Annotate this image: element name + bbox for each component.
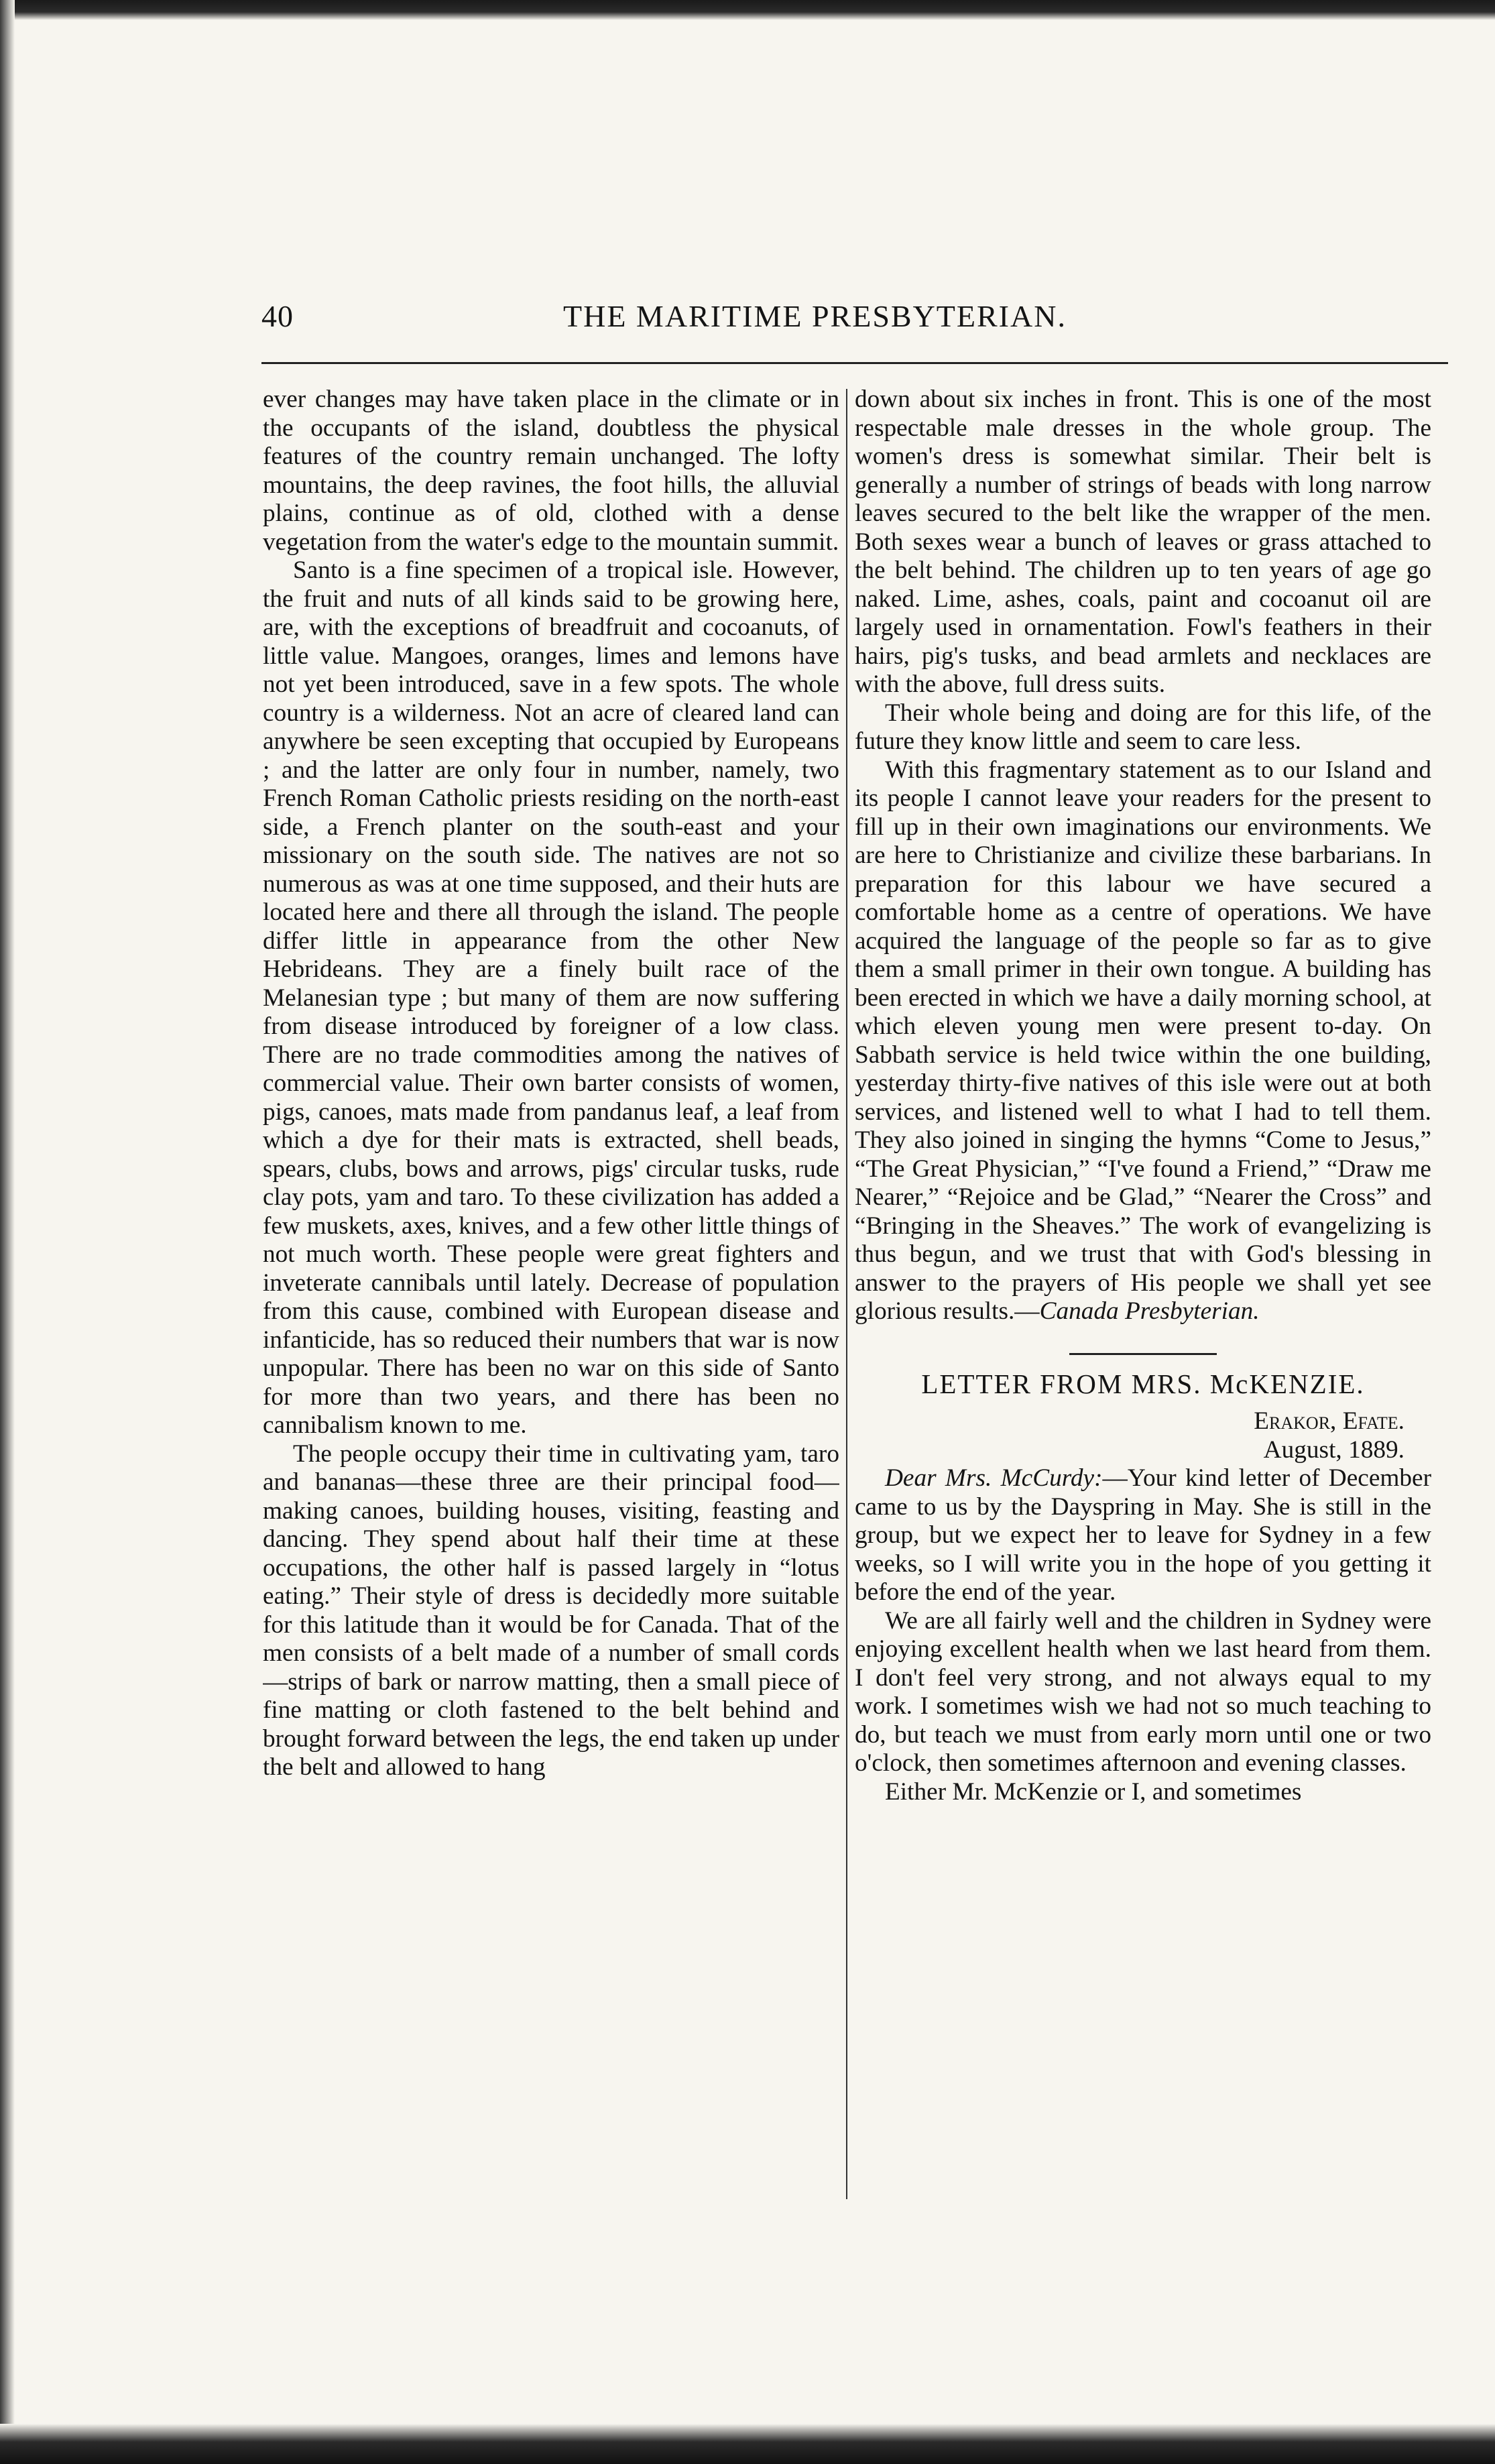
running-title: THE MARITIME PRESBYTERIAN. (563, 299, 1067, 333)
paragraph: down about six inches in front. This is one of the most respectable male dresses in the whole group. The women's dress is somewhat similar. Their belt is generally a number of strings of beads with long narrow leaves secured to the belt like the wrapper of the men. Both sexes wear a bunch of leaves or grass attached to the belt behind. The children up to ten years of age go naked. Lime, ashes, coals, paint and cocoanut oil are largely used in ornamentation. Fowl's feathers in their hairs, pig's tusks, and bead armlets and necklaces are with the above, full dress suits. (855, 386, 1431, 698)
column-divider (846, 389, 847, 2199)
header-rule (261, 362, 1448, 364)
scan-top-edge (0, 0, 1495, 20)
letter-heading: LETTER FROM MRS. McKENZIE. (921, 1368, 1365, 1399)
source-credit: Canada Presbyterian. (1039, 1297, 1260, 1325)
paragraph-text: —Your kind letter of December came to us by the Dayspring in May. She is still in the group, but we expect her to leave for Sydney in a few weeks, so I will write you in the hope of you getting it before the end of the year. (855, 1464, 1431, 1606)
letter-salutation: Dear Mrs. McCurdy: (885, 1464, 1103, 1492)
paragraph: Either Mr. McKenzie or I, and sometimes (885, 1777, 1302, 1806)
paragraph (855, 756, 1431, 1326)
paragraph-text: With this fragmentary statement as to our Island and its people I cannot leave your readers for the present to fill up in their own imaginations our environments. We are here to Christianize and civilize these barbarians. In preparation for this labour we have secured a comfortable home as a centre of operations. We have acquired the language of the people so far as to give them a small primer in their own tongue. A building has been erected in which we have a daily morning school, at which eleven young men were present to-day. On Sabbath service is held twice within the one building, yesterday thirty-five natives of this isle were out at both services, and listened well to what I had to tell them. They also joined in singing the hymns “Come to Jesus,” “The Great Physician,” “I've found a Friend,” “Draw me Nearer,” “Rejoice and be Glad,” “Nearer the Cross” and “Bringing in the Sheaves.” The work of evangelizing is thus begun, and we trust that with God's blessing in answer to the prayers of His people we shall yet see glorious results.— (855, 756, 1431, 1325)
right-column (855, 386, 1431, 2196)
letter-date: August, 1889. (1263, 1435, 1404, 1464)
paragraph: Their whole being and doing are for this life, of the future they know little and seem to care less. (855, 699, 1431, 755)
scan-left-edge (0, 0, 15, 2464)
paragraph: We are all fairly well and the children in Sydney were enjoying excellent health when we last heard from them. I don't feel very strong, and not always equal to my work. I sometimes wish we had not so much teaching to do, but teach we must from early morn until one or two o'clock, then sometimes afternoon and evening classes. (855, 1606, 1431, 1777)
letter-place: Erakor, Efate. (1254, 1407, 1404, 1435)
scan-bottom-edge (0, 2424, 1495, 2464)
left-column (263, 386, 839, 2196)
section-rule (1069, 1353, 1217, 1355)
paragraph (855, 1464, 1431, 1607)
paragraph: The people occupy their time in cultivating yam, taro and bananas—these three are their principal food—making canoes, building houses, visiting, feasting and dancing. They spend about half their time at these occupations, the other half is passed largely in “lotus eating.” Their style of dress is decidedly more suitable for this latitude than it would be for Canada. That of the men consists of a belt made of a number of small cords—strips of bark or narrow matting, then a small piece of fine matting or cloth fastened to the belt behind and brought forward between the legs, the end taken up under the belt and allowed to hang (263, 1440, 839, 1781)
page-header (261, 298, 1133, 352)
paragraph: Santo is a fine specimen of a tropical isle. However, the fruit and nuts of all kinds said to be growing here, are, with the exceptions of breadfruit and cocoanuts, of little value. Mangoes, oranges, limes and lemons have not yet been introduced, save in a few spots. The whole country is a wilderness. Not an acre of cleared land can anywhere be seen excepting that occupied by Europeans ; and the latter are only four in number, namely, two French Roman Catholic priests residing on the north-east side, a French planter on the south-east and your missionary on the south side. The natives are not so numerous as was at one time supposed, and their huts are located here and there all through the island. The people differ little in appearance from the other New Hebrideans. They are a finely built race of the Melanesian type ; but many of them are now suffering from disease introduced by foreigner of a low class. There are no trade commodities among the natives of commercial value. Their own barter consists of women, pigs, canoes, mats made from pandanus leaf, a leaf from which a dye for their mats is extracted, shell beads, spears, clubs, bows and arrows, pigs' circular tusks, rude clay pots, yam and taro. To these civilization has added a few muskets, axes, knives, and a few other little things of not much worth. These people were great fighters and inveterate cannibals until lately. Decrease of population from this cause, combined with European disease and infanticide, has so reduced their numbers that war is now unpopular. There has been no war on this side of Santo for more than two years, and there has been no cannibalism known to me. (263, 556, 839, 1439)
page-number: 40 (261, 299, 294, 333)
paragraph: ever changes may have taken place in the climate or in the occupants of the island, doubtless the physical features of the country remain unchanged. The lofty mountains, the deep ravines, the foot hills, the alluvial plains, continue as of old, clothed with a dense vegetation from the water's edge to the mountain summit. (263, 386, 839, 556)
